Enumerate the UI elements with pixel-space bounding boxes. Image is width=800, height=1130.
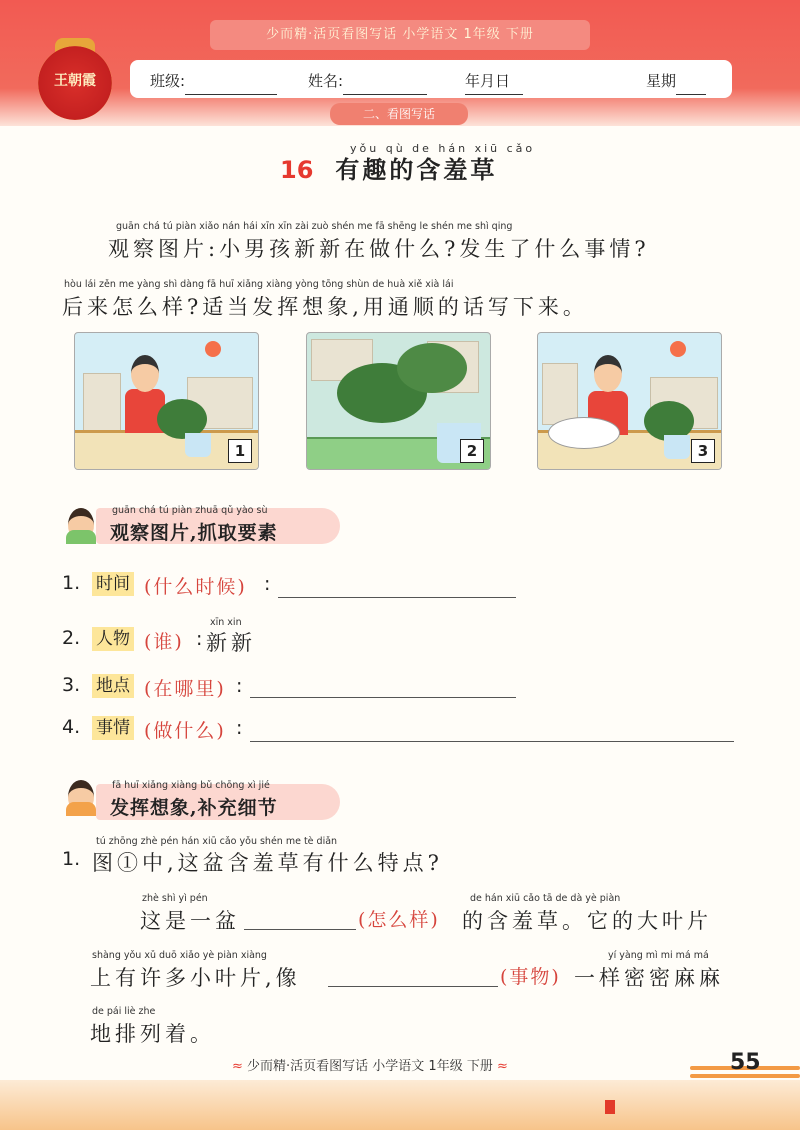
question-number: 1. — [62, 848, 81, 870]
footer-text: 少而精·活页看图写话 小学语文 1年级 下册 — [247, 1059, 493, 1074]
para-l2b-pinyin: yí yàng mì mi má má — [608, 950, 709, 961]
question-pinyin: tú zhōng zhè pén hán xiū cǎo yǒu shén me tè diǎn — [96, 836, 338, 847]
item-3-number: 3. — [62, 674, 81, 696]
item-3-answer-line[interactable] — [250, 696, 516, 698]
item-4-hint: (做什么) — [144, 720, 226, 742]
instruction-line2: 后来怎么样?适当发挥想象,用通顺的话写下来。 — [62, 295, 588, 319]
item-1-hint: (什么时候) — [144, 576, 247, 598]
title-pinyin: yǒu qù de hán xiū cǎo — [350, 142, 536, 155]
para-l1a: 这是一盆 — [140, 909, 240, 933]
publisher-logo — [38, 46, 112, 120]
picture-2 — [306, 332, 491, 470]
section2-title: 发挥想象,补充细节 — [110, 797, 278, 819]
item-1-answer-line[interactable] — [278, 596, 516, 598]
lesson-number: 16 — [280, 156, 314, 184]
footer: ≈ 少而精·活页看图写话 小学语文 1年级 下册 ≈ — [232, 1059, 508, 1074]
item-4-answer-line[interactable] — [250, 740, 734, 742]
para-l3-pinyin: de pái liè zhe — [92, 1006, 156, 1017]
item-4-number: 4. — [62, 716, 81, 738]
para-l2b: 一样密密麻麻 — [574, 966, 724, 990]
series-title: 少而精·活页看图写话 小学语文 1年级 下册 — [210, 20, 590, 50]
item-3-label: 地点 — [92, 674, 134, 698]
instruction-line2-pinyin: hòu lái zěn me yàng shì dàng fā huī xiǎng xiàng yòng tōng shùn de huà xiě xià lái — [64, 279, 454, 290]
girl-avatar-icon — [62, 500, 100, 540]
item-2-answer-pinyin: xīn xin — [210, 617, 242, 628]
para-l2a: 上有许多小叶片,像 — [90, 966, 301, 990]
section2-pinyin: fā huī xiǎng xiàng bǔ chōng xì jié — [112, 780, 270, 791]
year-label: 年 — [465, 72, 481, 90]
instruction-line1: 观察图片:小男孩新新在做什么?发生了什么事情? — [108, 237, 650, 261]
picture-1 — [74, 332, 259, 470]
month-label: 月 — [480, 72, 496, 90]
item-1-number: 1. — [62, 572, 81, 594]
item-2-colon: : — [196, 628, 203, 650]
day-label: 日 — [495, 72, 511, 90]
section1-pinyin: guān chá tú piàn zhuā qǔ yào sù — [112, 505, 268, 516]
name-label: 姓名: — [308, 72, 344, 90]
boy-avatar-icon — [62, 772, 100, 812]
item-2-hint: (谁) — [144, 631, 184, 653]
weekday-field[interactable] — [646, 70, 676, 91]
section1-title: 观察图片,抓取要素 — [110, 522, 278, 544]
section-tab: 二、看图写话 — [330, 103, 468, 125]
item-3-hint: (在哪里) — [144, 678, 226, 700]
instruction-line1-pinyin: guān chá tú piàn xiǎo nán hái xīn xīn zài zuò shén me fā shēng le shén me shì qing — [116, 221, 513, 232]
para-l1a-pinyin: zhè shì yì pén — [142, 893, 208, 904]
date-field[interactable] — [465, 70, 510, 91]
bottom-band — [0, 1080, 800, 1130]
item-2-number: 2. — [62, 627, 81, 649]
lesson-title: 有趣的含羞草 — [335, 156, 498, 184]
item-2-label: 人物 — [92, 627, 134, 651]
picture-1-badge: 1 — [228, 439, 252, 463]
class-field[interactable] — [150, 70, 185, 91]
para-l2a-pinyin: shàng yǒu xǔ duō xiǎo yè piàn xiàng — [92, 950, 267, 961]
page-number: 55 — [730, 1050, 761, 1075]
logo-text: 王朝霞 — [54, 73, 96, 89]
page-title — [280, 150, 497, 185]
red-mark — [605, 1100, 615, 1114]
item-4-colon: : — [236, 717, 243, 739]
item-2-answer: 新新 — [206, 631, 256, 655]
item-4-label: 事情 — [92, 716, 134, 740]
class-label: 班级: — [150, 72, 186, 90]
para-blank-2[interactable] — [328, 985, 498, 987]
item-1-colon: : — [264, 573, 271, 595]
item-1-label: 时间 — [92, 572, 134, 596]
para-l3: 地排列着。 — [90, 1022, 215, 1046]
item-3-colon: : — [236, 675, 243, 697]
para-hint-1: (怎么样) — [358, 909, 440, 931]
picture-3-badge: 3 — [691, 439, 715, 463]
para-hint-2: (事物) — [500, 966, 561, 988]
para-blank-1[interactable] — [244, 928, 356, 930]
picture-3 — [537, 332, 722, 470]
name-field[interactable] — [308, 70, 343, 91]
para-l1b-pinyin: de hán xiū cǎo tā de dà yè piàn — [470, 893, 621, 904]
para-l1b: 的含羞草。它的大叶片 — [462, 909, 712, 933]
student-info-box — [130, 60, 732, 98]
picture-2-badge: 2 — [460, 439, 484, 463]
question-text: 图①中,这盆含羞草有什么特点? — [92, 851, 443, 875]
weekday-label: 星期 — [646, 72, 677, 90]
